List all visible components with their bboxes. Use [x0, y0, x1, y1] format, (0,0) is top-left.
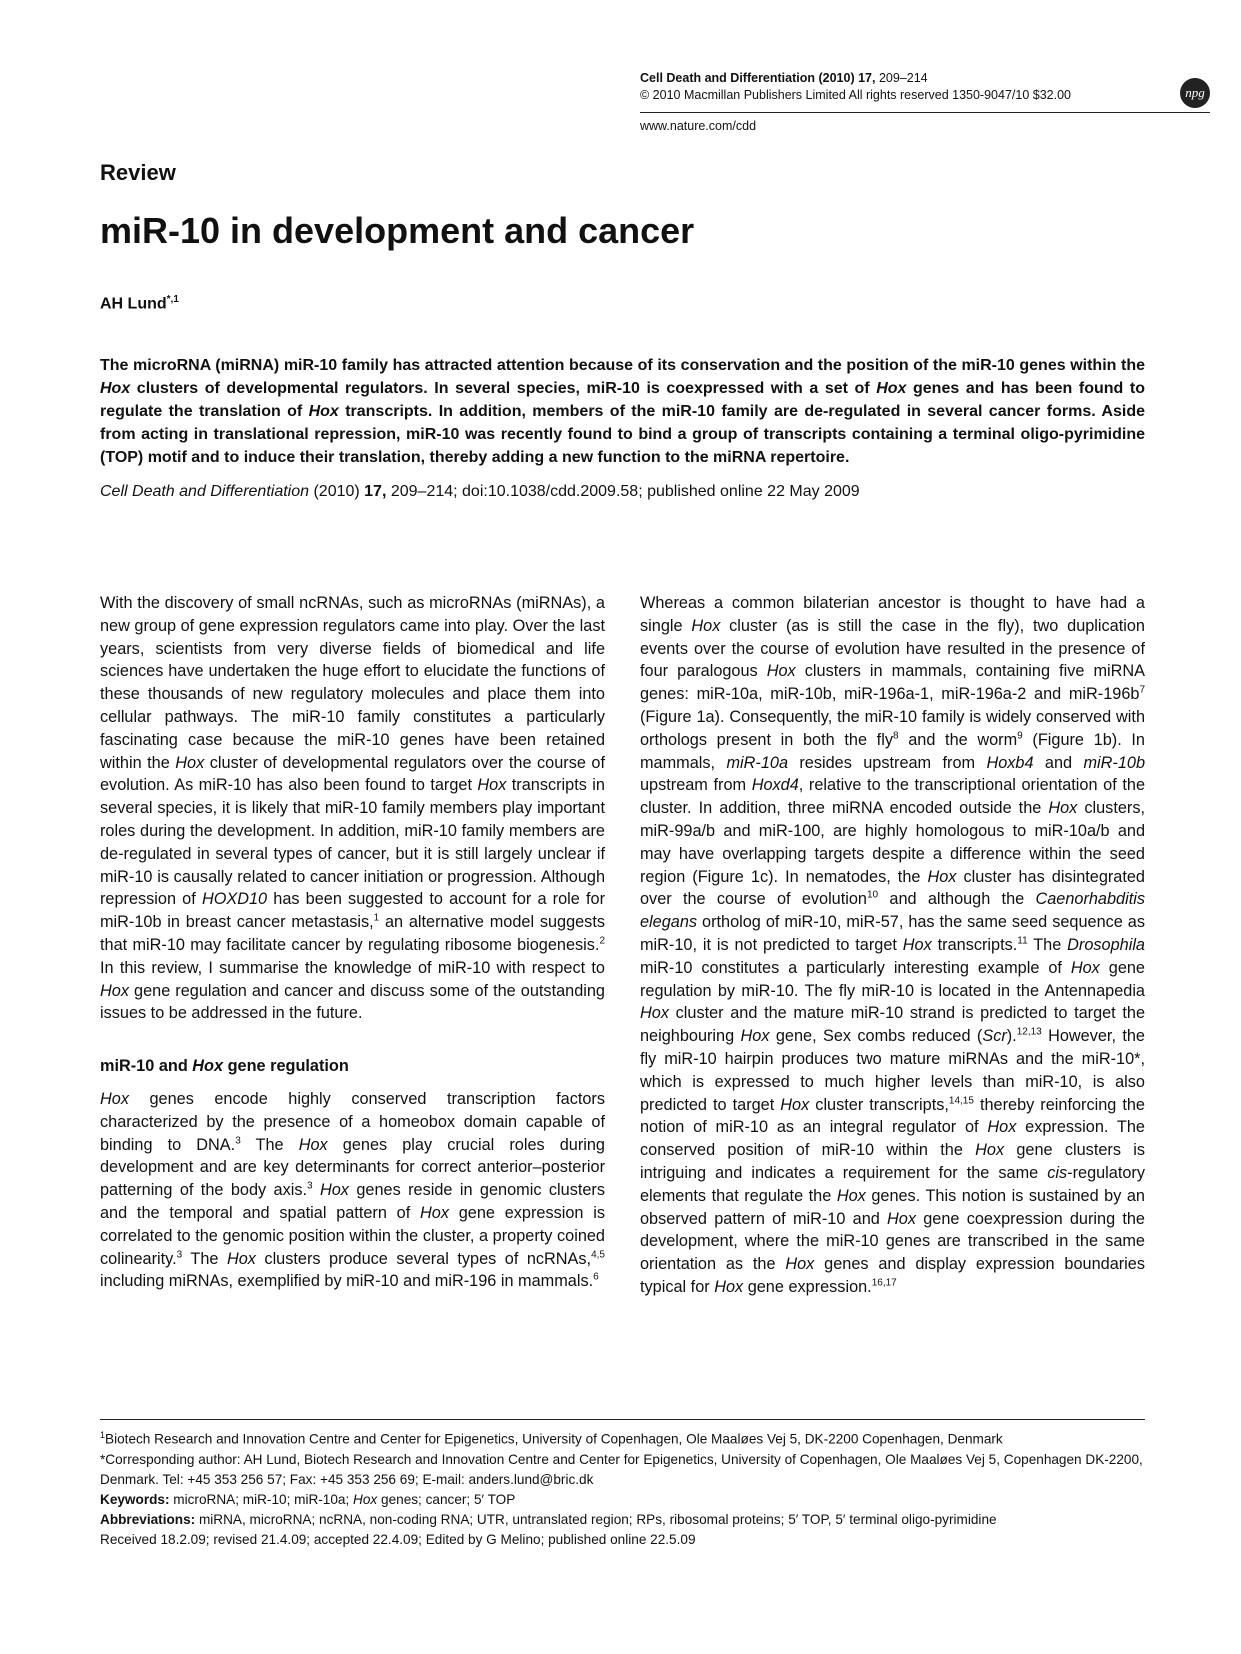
received-dates: Received 18.2.09; revised 21.4.09; accepted 22.4.09; Edited by G Melino; published online 22.5.09	[100, 1531, 696, 1547]
abbreviations: Abbreviations: miRNA, microRNA; ncRNA, non-coding RNA; UTR, untranslated region; RPs, ribosomal proteins; 5′ TOP, 5′ terminal oligo-pyrimidine	[100, 1511, 997, 1527]
body-column-left	[100, 592, 605, 1293]
author-name: AH Lund	[100, 295, 167, 313]
copyright-line: © 2010 Macmillan Publishers Limited All rights reserved 1350-9047/10 $32.00	[640, 88, 1071, 102]
npg-logo-icon: npg	[1180, 78, 1210, 108]
footnote-divider	[100, 1419, 1145, 1420]
body-column-right	[640, 592, 1145, 1299]
article-title: miR-10 in development and cancer	[100, 210, 695, 251]
abstract-gene: Hox	[308, 403, 339, 420]
footnotes	[100, 1425, 1145, 1550]
citation-doi: 209–214; doi:10.1038/cdd.2009.58; published online 22 May 2009	[386, 483, 860, 500]
abstract-text: clusters of developmental regulators. In several species, miR-10 is coexpressed with a set of	[130, 380, 877, 397]
journal-url[interactable]: www.nature.com/cdd	[640, 119, 757, 133]
author-marks: *,1	[166, 294, 179, 305]
corresponding-author: *Corresponding author: AH Lund, Biotech Research and Innovation Centre and Center for Epigenetics, University of Copenhagen, Ole Maaløes Vej 5, Copenhagen DK-2200, Denmark. Tel: +45 353 256 57; Fax: +45 353 256 69; E-mail: anders.lund@bric.dk	[100, 1451, 1143, 1487]
affiliation: $^1$Biotech Research and Innovation Centre and Center for Epigenetics, University of Copenhagen, Ole Maaløes Vej 5, DK-2200 Copenhagen, Denmark	[100, 1430, 1003, 1447]
author-line	[100, 294, 179, 313]
section-heading: miR-10 and Hox gene regulation	[100, 1057, 349, 1076]
journal-name: Cell Death and Differentiation (2010) 17,	[640, 71, 876, 85]
journal-pages: 209–214	[875, 71, 928, 85]
citation-line	[100, 481, 1145, 503]
journal-header	[640, 70, 1120, 135]
citation-volume: 17,	[364, 483, 387, 500]
abstract-gene: Hox	[876, 380, 907, 397]
intro-paragraph: With the discovery of small ncRNAs, such as microRNAs (miRNAs), a new group of gene expression regulators came into play. Over the last years, scientists from very diverse fields of biomedical and life sciences have undertaken the huge effort to elucidate the functions of these thousands of new regulatory molecules and place them into cellular pathways. The miR-10 family constitutes a particularly fascinating case because the miR-10 genes have been retained within the Hox cluster of developmental regulators over the course of evolution. As miR-10 has also been found to target Hox transcripts in several species, it is likely that miR-10 family members play important roles during the development. In addition, miR-10 family members are de-regulated in several types of cancer, but it is still largely unclear if miR-10 is causally related to cancer initiation or progression. Although repression of HOXD10 has been suggested to account for a role for miR-10b in breast cancer metastasis,$^1$ an alternative model suggests that miR-10 may facilitate cancer by regulating ribosome biogenesis.$^2$ In this review, I summarise the knowledge of miR-10 with respect to Hox gene regulation and cancer and discuss some of the outstanding issues to be addressed in the future.	[100, 594, 605, 1023]
citation-journal: Cell Death and Differentiation	[100, 483, 310, 500]
header-divider	[640, 112, 1210, 113]
abstract	[100, 354, 1145, 469]
citation-year: (2010)	[309, 483, 365, 500]
section-paragraph: Hox genes encode highly conserved transcription factors characterized by the presence of a homeobox domain capable of binding to DNA.$^3$ The Hox genes play crucial roles during development and are key determinants for correct anterior–posterior patterning of the body axis.$^3$ Hox genes reside in genomic clusters and the temporal and spatial pattern of Hox gene expression is correlated to the genomic position within the cluster, a property coined colinearity.$^3$ The Hox clusters produce several types of ncRNAs,$^{4,5}$ including miRNAs, exemplified by miR-10 and miR-196 in mammals.$^6$	[100, 1089, 605, 1291]
abstract-text: transcripts. In addition, members of the miR-10 family are de-regulated in several cancer forms. Aside from acting in translational repression, miR-10 was recently found to bind a group of transcripts containing a terminal oligo-pyrimidine (TOP) motif and to induce their translation, thereby adding a new function to the miRNA repertoire.	[100, 403, 1145, 466]
evolution-paragraph: Whereas a common bilaterian ancestor is thought to have had a single Hox cluster (as is still the case in the fly), two duplication events over the course of evolution have resulted in the presence of four paralogous Hox clusters in mammals, containing five miRNA genes: miR-10a, miR-10b, miR-196a-1, miR-196a-2 and miR-$196b^7$ (Figure 1a). Consequently, the miR-10 family is widely conserved with orthologs present in both the fly$^8$ and the worm$^9$ (Figure 1b). In mammals, miR-10a resides upstream from Hoxb4 and miR-10b upstream from Hoxd4, relative to the transcriptional orientation of the cluster. In addition, three miRNA encoded outside the Hox clusters, miR-99a/b and miR-100, are highly homologous to miR-10a/b and may have overlapping targets despite a difference within the seed region (Figure 1c). In nematodes, the Hox cluster has disintegrated over the course of evolution$^{10}$ and although the Caenorhabditis elegans ortholog of miR-10, miR-57, has the same seed sequence as miR-10, it is not predicted to target Hox transcripts.$^{11}$ The Drosophila miR-10 constitutes a particularly interesting example of Hox gene regulation by miR-10. The fly miR-10 is located in the Antennapedia Hox cluster and the mature miR-10 strand is predicted to target the neighbouring Hox gene, Sex combs reduced (Scr).$^{12,13}$ However, the fly miR-10 hairpin produces two mature miRNAs and the miR-10*, which is expressed to much higher levels than miR-10, is also predicted to target Hox cluster transcripts,$^{14,15}$ thereby reinforcing the notion of miR-10 as an integral regulator of Hox expression. The conserved position of miR-10 within the Hox gene clusters is intriguing and indicates a requirement for the same cis-regulatory elements that regulate the Hox genes. This notion is sustained by an observed pattern of miR-10 and Hox gene coexpression during the development, where the miR-10 genes are transcribed in the same orientation as the Hox genes and display expression boundaries typical for Hox gene expression.$^{16,17}$	[640, 594, 1146, 1296]
journal-line	[640, 70, 1120, 87]
abstract-gene: Hox	[100, 380, 131, 397]
abstract-text: genes and has been found to regulate the translation of	[100, 380, 1145, 420]
article-type-label: Review	[100, 160, 176, 185]
abstract-text: The microRNA (miRNA) miR-10 family has attracted attention because of its conservation and the position of the miR-10 genes within the	[100, 357, 1145, 374]
keywords: Keywords: microRNA; miR-10; miR-10a; Hox genes; cancer; 5′ TOP	[100, 1491, 516, 1507]
